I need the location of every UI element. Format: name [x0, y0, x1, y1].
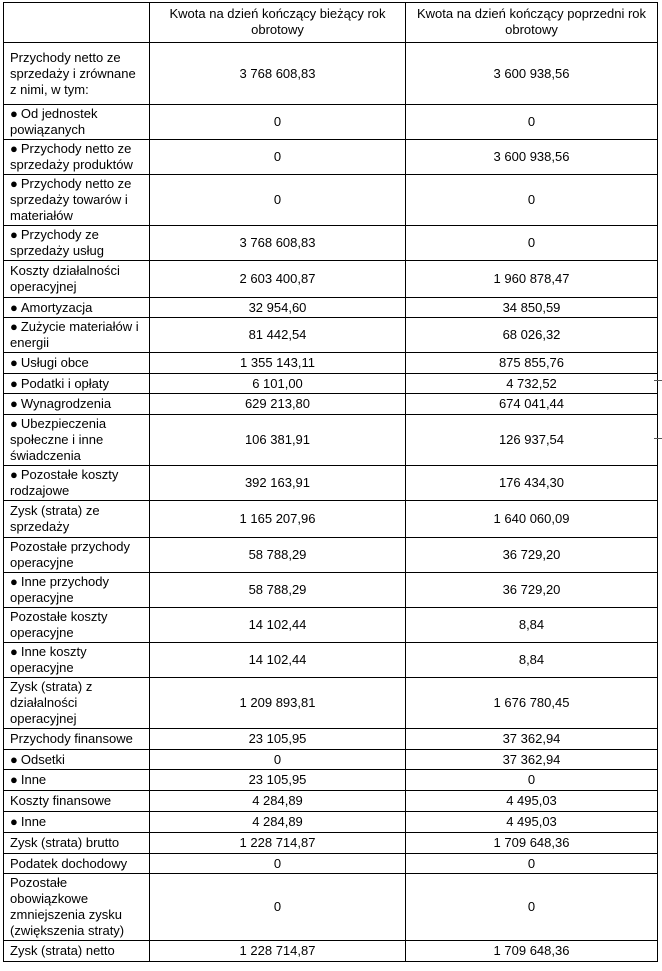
current-year-value: 1 228 714,87 — [150, 833, 406, 854]
row-label: Pozostałe koszty operacyjne — [10, 609, 108, 640]
table-row — [4, 608, 658, 643]
row-label: Odsetki — [20, 751, 65, 767]
table-row — [4, 750, 658, 770]
previous-year-value: 0 — [406, 854, 658, 874]
table-row — [4, 318, 658, 353]
header-current-year: Kwota na dzień kończący bieżący rok obrotowy — [150, 3, 406, 43]
row-label-cell — [4, 791, 150, 812]
current-year-value: 3 768 608,83 — [150, 226, 406, 261]
row-label: Przychody netto ze sprzedaży towarów i materiałów — [10, 176, 132, 223]
row-label-cell — [4, 538, 150, 573]
table-row — [4, 729, 658, 750]
row-label: Podatek dochodowy — [10, 855, 128, 871]
previous-year-value: 37 362,94 — [406, 729, 658, 750]
table-row — [4, 140, 658, 175]
row-label-cell — [4, 833, 150, 854]
previous-year-value: 1 709 648,36 — [406, 941, 658, 962]
previous-year-value: 1 709 648,36 — [406, 833, 658, 854]
row-label: Inne koszty operacyjne — [10, 644, 87, 675]
bullet-icon: ● — [10, 319, 18, 334]
table-row — [4, 226, 658, 261]
row-label-cell — [4, 874, 150, 941]
row-label-cell — [4, 643, 150, 678]
bullet-icon: ● — [10, 299, 18, 315]
row-label-cell — [4, 353, 150, 374]
income-statement-table — [3, 2, 658, 962]
bullet-icon: ● — [10, 574, 18, 589]
table-body — [4, 43, 658, 962]
current-year-value: 0 — [150, 854, 406, 874]
current-year-value: 6 101,00 — [150, 374, 406, 394]
row-label-cell — [4, 750, 150, 770]
bullet-icon: ● — [10, 355, 18, 370]
row-label: Inne — [20, 772, 47, 787]
row-label-cell — [4, 678, 150, 729]
current-year-value: 23 105,95 — [150, 729, 406, 750]
row-label: Wynagrodzenia — [20, 396, 112, 411]
previous-year-value: 0 — [406, 175, 658, 226]
current-year-value: 58 788,29 — [150, 573, 406, 608]
row-label-cell — [4, 261, 150, 298]
bullet-icon: ● — [10, 772, 18, 787]
table-row — [4, 812, 658, 833]
current-year-value: 1 228 714,87 — [150, 941, 406, 962]
row-label-cell — [4, 394, 150, 415]
row-label: Zysk (strata) brutto — [10, 835, 120, 850]
table-row — [4, 643, 658, 678]
row-label: Pozostałe koszty rodzajowe — [10, 467, 119, 498]
table-row — [4, 854, 658, 874]
table-row — [4, 175, 658, 226]
table-row — [4, 43, 658, 105]
table-row — [4, 374, 658, 394]
current-year-value: 4 284,89 — [150, 812, 406, 833]
row-label-cell — [4, 298, 150, 318]
row-label: Zysk (strata) ze sprzedaży — [10, 503, 100, 534]
table-row — [4, 538, 658, 573]
current-year-value: 14 102,44 — [150, 643, 406, 678]
header-previous-year: Kwota na dzień kończący poprzedni rok obrotowy — [406, 3, 658, 43]
row-label: Koszty finansowe — [10, 793, 112, 808]
row-label: Pozostałe obowiązkowe zmniejszenia zysku (zwiększenia straty) — [10, 875, 125, 938]
previous-year-value: 4 495,03 — [406, 791, 658, 812]
row-label-cell — [4, 608, 150, 643]
previous-year-value: 3 600 938,56 — [406, 140, 658, 175]
table-row — [4, 770, 658, 791]
row-label-cell — [4, 770, 150, 791]
previous-year-value: 176 434,30 — [406, 466, 658, 501]
row-label: Pozostałe przychody operacyjne — [10, 539, 130, 570]
table-row — [4, 105, 658, 140]
row-label-cell — [4, 43, 150, 105]
current-year-value: 1 355 143,11 — [150, 353, 406, 374]
previous-year-value: 0 — [406, 226, 658, 261]
previous-year-value: 36 729,20 — [406, 573, 658, 608]
bullet-icon: ● — [10, 644, 18, 659]
row-label: Zysk (strata) z działalności operacyjnej — [10, 679, 93, 726]
row-label: Przychody netto ze sprzedaży produktów — [10, 141, 133, 172]
bullet-icon: ● — [10, 176, 18, 191]
bullet-icon: ● — [10, 375, 18, 391]
row-label-cell — [4, 318, 150, 353]
row-label: Przychody netto ze sprzedaży i zrównane z nimi, w tym: — [10, 49, 136, 97]
row-label: Koszty działalności operacyjnej — [10, 263, 120, 294]
header-empty-cell — [4, 3, 150, 43]
row-label-cell — [4, 105, 150, 140]
table-row — [4, 573, 658, 608]
row-label: Zużycie materiałów i energii — [10, 319, 139, 350]
previous-year-value: 8,84 — [406, 608, 658, 643]
previous-year-value: 1 960 878,47 — [406, 261, 658, 298]
row-label: Podatki i opłaty — [20, 375, 110, 391]
current-year-value: 629 213,80 — [150, 394, 406, 415]
row-label-cell — [4, 812, 150, 833]
bullet-icon: ● — [10, 467, 18, 482]
bullet-icon: ● — [10, 106, 18, 121]
current-year-value: 58 788,29 — [150, 538, 406, 573]
current-year-value: 1 209 893,81 — [150, 678, 406, 729]
table-row — [4, 678, 658, 729]
previous-year-value: 0 — [406, 874, 658, 941]
table-row — [4, 791, 658, 812]
previous-year-value: 4 732,52 — [406, 374, 658, 394]
current-year-value: 0 — [150, 105, 406, 140]
table-row — [4, 394, 658, 415]
bullet-icon: ● — [10, 396, 18, 411]
row-label: Inne przychody operacyjne — [10, 574, 110, 605]
current-year-value: 3 768 608,83 — [150, 43, 406, 105]
row-label: Przychody ze sprzedaży usług — [10, 227, 104, 258]
previous-year-value: 3 600 938,56 — [406, 43, 658, 105]
row-label-cell — [4, 729, 150, 750]
current-year-value: 4 284,89 — [150, 791, 406, 812]
current-year-value: 106 381,91 — [150, 415, 406, 466]
row-label: Przychody finansowe — [10, 731, 133, 746]
previous-year-value: 126 937,54 — [406, 415, 658, 466]
row-label-cell — [4, 573, 150, 608]
bullet-icon: ● — [10, 814, 18, 829]
current-year-value: 0 — [150, 874, 406, 941]
row-label-cell — [4, 854, 150, 874]
current-year-value: 2 603 400,87 — [150, 261, 406, 298]
previous-year-value: 1 640 060,09 — [406, 501, 658, 538]
row-label-cell — [4, 226, 150, 261]
previous-year-value: 34 850,59 — [406, 298, 658, 318]
row-label-cell — [4, 374, 150, 394]
bullet-icon: ● — [10, 227, 18, 242]
current-year-value: 392 163,91 — [150, 466, 406, 501]
row-label: Usługi obce — [20, 355, 89, 370]
bullet-icon: ● — [10, 751, 18, 767]
current-year-value: 0 — [150, 175, 406, 226]
table-row — [4, 501, 658, 538]
table-row — [4, 466, 658, 501]
row-label-cell — [4, 466, 150, 501]
table-row — [4, 415, 658, 466]
previous-year-value: 37 362,94 — [406, 750, 658, 770]
previous-year-value: 0 — [406, 105, 658, 140]
current-year-value: 81 442,54 — [150, 318, 406, 353]
table-row — [4, 941, 658, 962]
table-row — [4, 298, 658, 318]
row-label: Inne — [20, 814, 47, 829]
row-label-cell — [4, 941, 150, 962]
table-row — [4, 874, 658, 941]
row-label: Od jednostek powiązanych — [10, 106, 98, 137]
previous-year-value: 68 026,32 — [406, 318, 658, 353]
previous-year-value: 1 676 780,45 — [406, 678, 658, 729]
row-label-cell — [4, 140, 150, 175]
current-year-value: 0 — [150, 750, 406, 770]
row-label-cell — [4, 175, 150, 226]
current-year-value: 32 954,60 — [150, 298, 406, 318]
current-year-value: 0 — [150, 140, 406, 175]
row-label-cell — [4, 501, 150, 538]
current-year-value: 14 102,44 — [150, 608, 406, 643]
current-year-value: 1 165 207,96 — [150, 501, 406, 538]
table-row — [4, 261, 658, 298]
table-row — [4, 833, 658, 854]
bullet-icon: ● — [10, 416, 18, 431]
row-label: Amortyzacja — [20, 299, 93, 315]
current-year-value: 23 105,95 — [150, 770, 406, 791]
previous-year-value: 0 — [406, 770, 658, 791]
previous-year-value: 36 729,20 — [406, 538, 658, 573]
edge-marks — [654, 380, 662, 460]
row-label-cell — [4, 415, 150, 466]
row-label: Ubezpieczenia społeczne i inne świadczenia — [10, 416, 107, 463]
header-row — [4, 3, 658, 43]
table-row — [4, 353, 658, 374]
previous-year-value: 8,84 — [406, 643, 658, 678]
previous-year-value: 875 855,76 — [406, 353, 658, 374]
previous-year-value: 674 041,44 — [406, 394, 658, 415]
row-label: Zysk (strata) netto — [10, 943, 115, 958]
previous-year-value: 4 495,03 — [406, 812, 658, 833]
bullet-icon: ● — [10, 141, 18, 156]
